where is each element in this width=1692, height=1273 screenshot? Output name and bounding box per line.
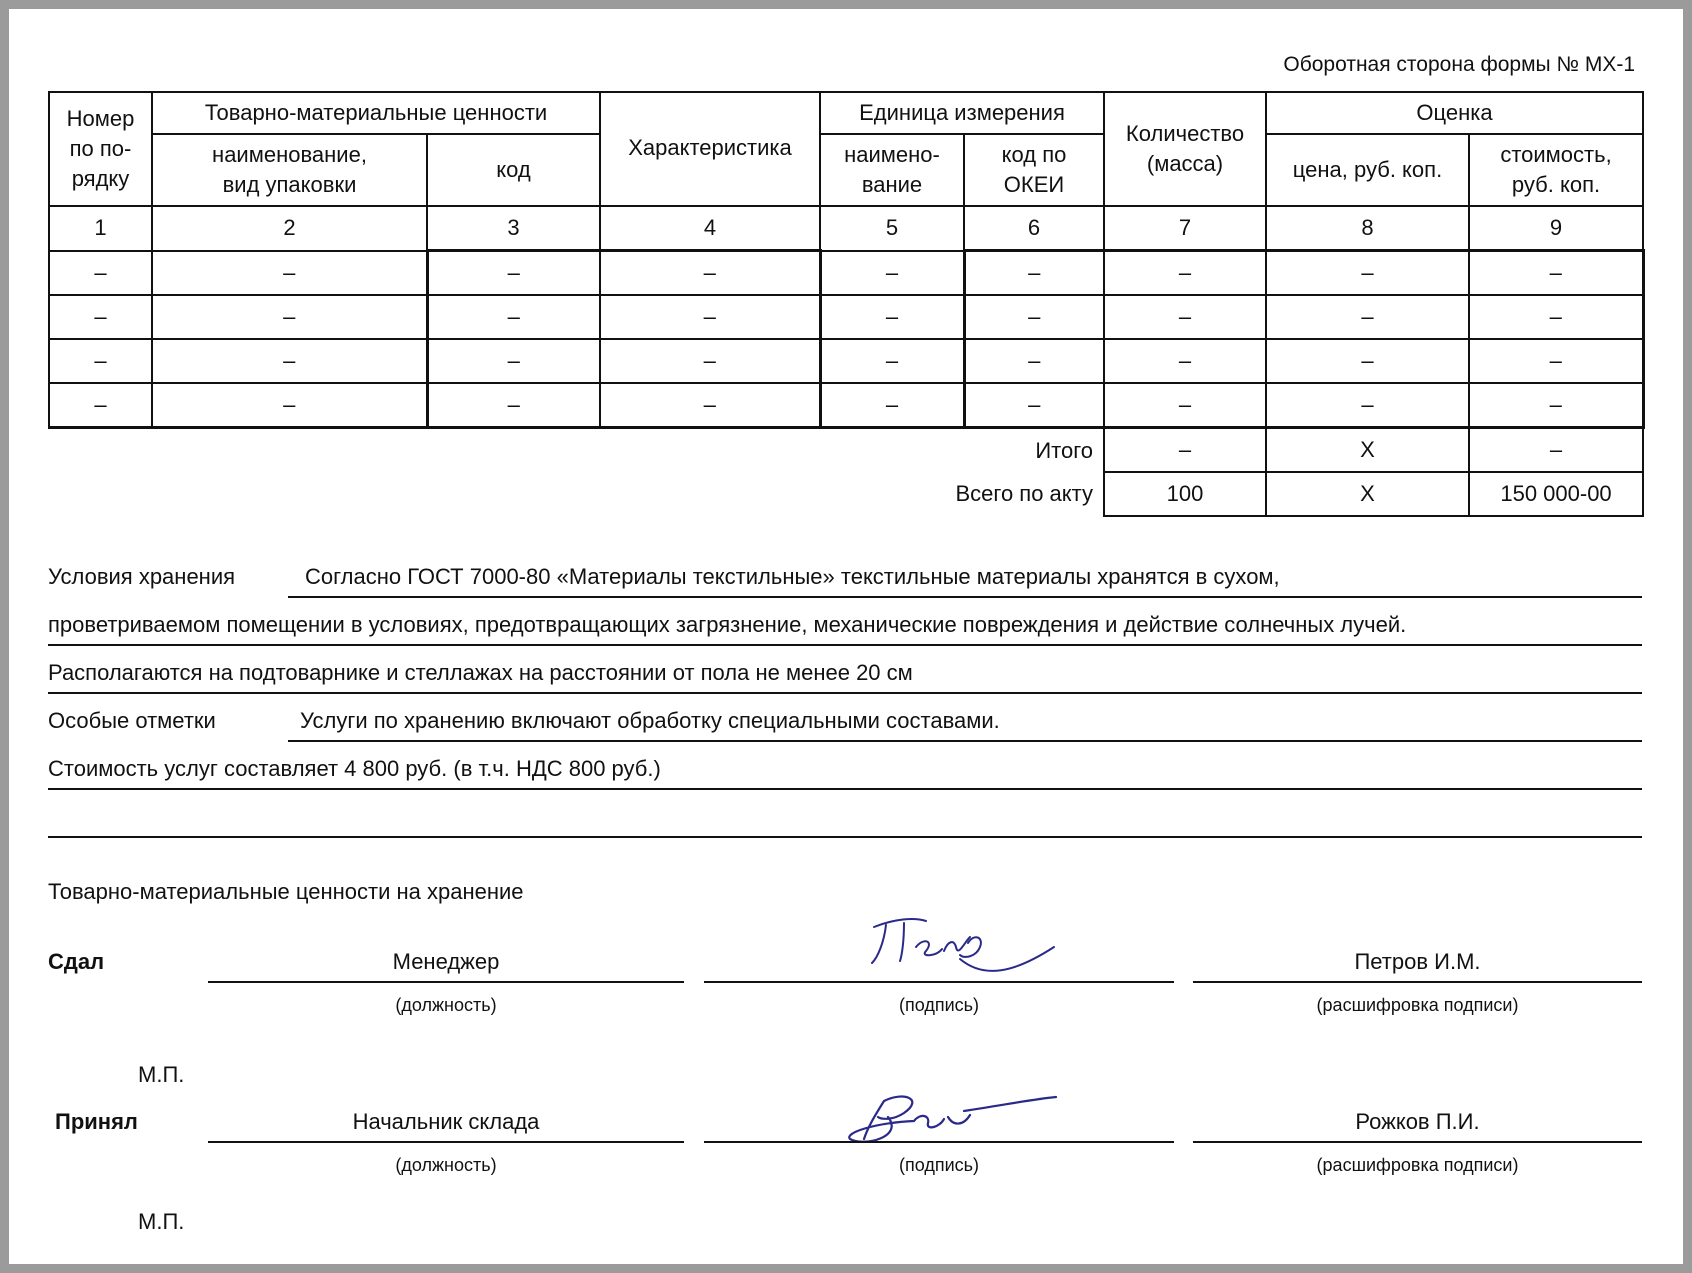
- table-cell: –: [1469, 383, 1643, 428]
- underline: [288, 596, 1642, 598]
- table-cell: –: [49, 251, 152, 296]
- table-row: [49, 339, 1643, 383]
- storage-title: Товарно-материальные ценности на хранение: [48, 879, 524, 904]
- table-cell: –: [820, 383, 964, 428]
- table-row: [49, 383, 1643, 428]
- notes-label: Особые отметки: [48, 708, 216, 733]
- header-unit-code: код по ОКЕИ: [964, 134, 1104, 206]
- table-cell: –: [1469, 339, 1643, 383]
- col-number: 2: [152, 206, 427, 251]
- table-row: [49, 295, 1643, 339]
- vsego-cost: 150 000-00: [1469, 472, 1643, 516]
- header-tmc-name: наименование, вид упаковки: [152, 134, 427, 206]
- header-price: цена, руб. коп.: [1266, 134, 1469, 206]
- caption-signature: (подпись): [898, 995, 980, 1015]
- itogo-cost: –: [1469, 428, 1643, 473]
- itogo-row: [49, 428, 1643, 473]
- stamp-place: М.П.: [138, 1209, 185, 1234]
- valuables-table: [48, 91, 1645, 517]
- table-cell: –: [427, 383, 600, 428]
- itogo-price: Х: [1266, 428, 1469, 473]
- handed-signature: [864, 907, 1064, 997]
- stamp-place: М.П.: [138, 1062, 185, 1087]
- table-cell: –: [152, 339, 427, 383]
- table-cell: –: [600, 251, 820, 296]
- conditions-text-3: Располагаются на подтоварнике и стеллажах на расстоянии от пола не менее 20 см: [48, 660, 913, 685]
- col-number: 5: [820, 206, 964, 251]
- table-cell: –: [1469, 295, 1643, 339]
- col-number: 4: [600, 206, 820, 251]
- header-evaluation-group: Оценка: [1266, 92, 1643, 134]
- conditions-line-1: [48, 564, 1642, 590]
- table-cell: –: [1469, 251, 1643, 296]
- table-cell: –: [1266, 295, 1469, 339]
- table-cell: –: [1104, 251, 1266, 296]
- conditions-label: Условия хранения: [48, 564, 236, 589]
- col-number: 8: [1266, 206, 1469, 251]
- header-tmc-code: код: [427, 134, 600, 206]
- handed-name: Петров И.М.: [1354, 949, 1481, 974]
- table-cell: –: [1104, 383, 1266, 428]
- table-cell: –: [49, 339, 152, 383]
- table-cell: –: [964, 383, 1104, 428]
- received-name: Рожков П.И.: [1355, 1109, 1480, 1134]
- form-reference: Оборотная сторона формы № МХ-1: [1283, 53, 1635, 76]
- underline: [48, 692, 1642, 694]
- header-cost: стоимость, руб. коп.: [1469, 134, 1643, 206]
- caption-signature: (подпись): [898, 1155, 980, 1175]
- underline: [1193, 1141, 1642, 1143]
- underline: [208, 1141, 684, 1143]
- caption-position: (должность): [395, 1155, 497, 1175]
- form-page: [9, 9, 1683, 1264]
- vsego-row: [49, 472, 1643, 516]
- caption-decoding: (расшифровка подписи): [1316, 995, 1519, 1015]
- header-quantity: Количество (масса): [1104, 92, 1266, 206]
- handed-position: Менеджер: [392, 949, 500, 974]
- underline: [288, 740, 1642, 742]
- underline: [208, 981, 684, 983]
- table-cell: –: [1266, 251, 1469, 296]
- table-cell: –: [427, 295, 600, 339]
- underline: [48, 836, 1642, 838]
- underline: [1193, 981, 1642, 983]
- conditions-text-1: Согласно ГОСТ 7000-80 «Материалы текстильные» текстильные материалы хранятся в сухом,: [305, 564, 1280, 589]
- table-cell: –: [820, 251, 964, 296]
- underline: [704, 981, 1174, 983]
- table-cell: –: [600, 295, 820, 339]
- col-number: 3: [427, 206, 600, 251]
- table-cell: –: [820, 295, 964, 339]
- vsego-quantity: 100: [1104, 472, 1266, 516]
- received-signature: [844, 1087, 1064, 1157]
- header-tmc-group: Товарно-материальные ценности: [152, 92, 600, 134]
- underline: [704, 1141, 1174, 1143]
- table-cell: –: [152, 251, 427, 296]
- table-row: [49, 251, 1643, 296]
- table-cell: –: [600, 339, 820, 383]
- vsego-price: Х: [1266, 472, 1469, 516]
- table-cell: –: [152, 383, 427, 428]
- handed-label: Сдал: [48, 949, 105, 974]
- vsego-label: Всего по акту: [955, 481, 1093, 506]
- table-cell: –: [820, 339, 964, 383]
- col-number: 9: [1469, 206, 1643, 251]
- header-unit-name: наимено-вание: [820, 134, 964, 206]
- table-cell: –: [964, 295, 1104, 339]
- underline: [48, 644, 1642, 646]
- table-cell: –: [600, 383, 820, 428]
- table-cell: –: [964, 251, 1104, 296]
- caption-position: (должность): [395, 995, 497, 1015]
- table-cell: –: [427, 251, 600, 296]
- itogo-label: Итого: [1035, 437, 1093, 463]
- table-cell: –: [49, 383, 152, 428]
- received-label: Принял: [55, 1109, 138, 1134]
- table-cell: –: [1266, 383, 1469, 428]
- notes-line-1: [48, 708, 1642, 734]
- col-number: 6: [964, 206, 1104, 251]
- caption-decoding: (расшифровка подписи): [1316, 1155, 1519, 1175]
- table-cell: –: [152, 295, 427, 339]
- table-cell: –: [427, 339, 600, 383]
- conditions-text-2: проветриваемом помещении в условиях, предотвращающих загрязнение, механические повреждения и действие солнечных лучей.: [48, 612, 1407, 637]
- table-cell: –: [1104, 295, 1266, 339]
- table-cell: –: [49, 295, 152, 339]
- received-position: Начальник склада: [352, 1109, 540, 1134]
- underline: [48, 788, 1642, 790]
- header-unit-group: Единица измерения: [820, 92, 1104, 134]
- header-number: Номер по по-рядку: [49, 92, 152, 206]
- col-number: 1: [49, 206, 152, 251]
- header-characteristic: Характеристика: [600, 92, 820, 206]
- itogo-quantity: –: [1104, 428, 1266, 473]
- col-number: 7: [1104, 206, 1266, 251]
- notes-text-2: Стоимость услуг составляет 4 800 руб. (в т.ч. НДС 800 руб.): [48, 756, 661, 781]
- notes-text-1: Услуги по хранению включают обработку специальными составами.: [300, 708, 1000, 733]
- table-cell: –: [1104, 339, 1266, 383]
- table-cell: –: [964, 339, 1104, 383]
- table-cell: –: [1266, 339, 1469, 383]
